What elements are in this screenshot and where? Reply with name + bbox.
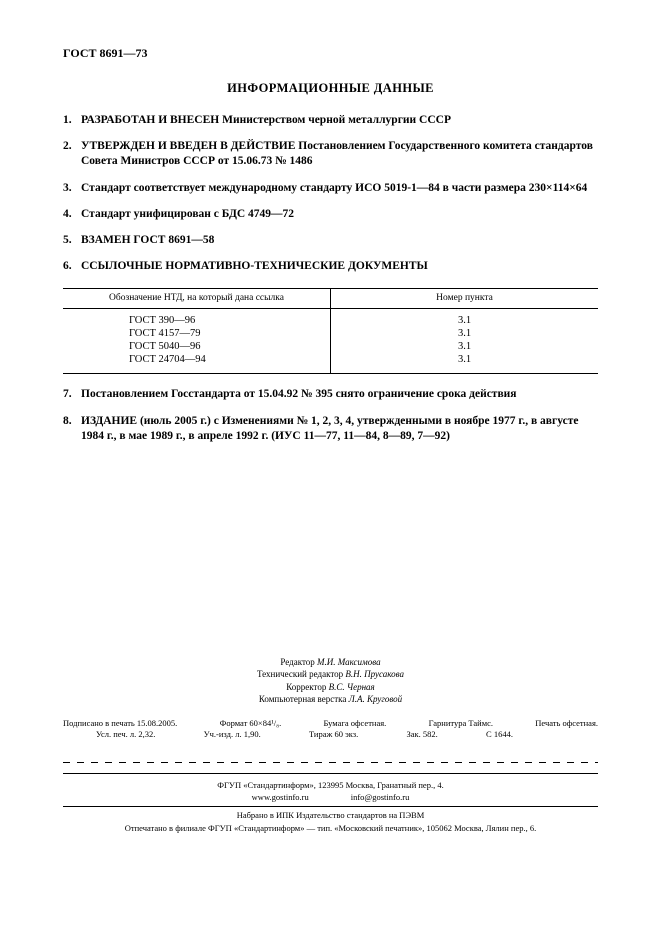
print-info-segment: Гарнитура Таймс.	[428, 717, 493, 728]
item-number: 8.	[63, 414, 72, 427]
item-text: Постановлением Госстандарта от 15.04.92 № 395 снято ограничение срока действия	[81, 388, 517, 401]
item-number: 1.	[63, 114, 72, 126]
print-info-segment: Бумага офсетная.	[323, 717, 387, 728]
item-number: 5.	[63, 233, 72, 246]
print-info-segment: Усл. печ. л. 2,32.	[96, 728, 156, 739]
list-item-6	[63, 259, 598, 274]
item-text: УТВЕРЖДЕН И ВВЕДЕН В ДЕЙСТВИЕ Постановлением Государственного комитета стандартов Совета Министров СССР от 15.06.73 № 1486	[81, 140, 593, 168]
list-item-7	[63, 387, 598, 402]
numbered-list	[63, 113, 598, 444]
staff-name: В.Н. Прусакова	[345, 669, 405, 680]
item-number: 4.	[63, 207, 72, 220]
doc-number: ГОСТ 8691—73	[63, 46, 148, 60]
staff-name: В.С. Черная	[328, 681, 375, 692]
publisher-email: info@gostinfo.ru	[350, 791, 410, 802]
print-info-segment: Формат 60×84¹/₈.	[219, 717, 282, 728]
list-item-4	[63, 207, 598, 222]
table-row	[63, 328, 598, 341]
cell-punkt: 3.1	[457, 340, 472, 352]
cell-punkt: 3.1	[457, 315, 472, 327]
item-text: ССЫЛОЧНЫЕ НОРМАТИВНО-ТЕХНИЧЕСКИЕ ДОКУМЕНТЫ	[81, 260, 428, 273]
item-text: ВЗАМЕН ГОСТ 8691—58	[81, 233, 215, 246]
list-item-2	[63, 139, 598, 169]
cell-ntd: ГОСТ 4157—79	[63, 328, 331, 341]
page-title: ИНФОРМАЦИОННЫЕ ДАННЫЕ	[227, 81, 434, 95]
print-info-segment: Печать офсетная.	[535, 717, 598, 728]
staff-line	[63, 668, 598, 680]
staff-line	[63, 681, 598, 693]
print-info-segment: С 1644.	[486, 728, 513, 739]
item-number: 6.	[63, 260, 72, 273]
cell-ntd: ГОСТ 390—96	[63, 309, 331, 328]
list-item-5	[63, 233, 598, 248]
item-number: 7.	[63, 388, 72, 401]
staff-role: Редактор	[280, 656, 315, 667]
list-item-8	[63, 414, 598, 444]
cell-ntd: ГОСТ 24704—94	[63, 354, 331, 374]
print-info-line-1	[63, 718, 598, 729]
table-header-ntd: Обозначение НТД, на который дана ссылка	[63, 289, 331, 309]
table-header-punkt: Номер пункта	[331, 289, 599, 309]
divider	[63, 806, 598, 807]
cell-ntd: ГОСТ 5040—96	[63, 341, 331, 354]
table-row	[63, 309, 598, 328]
list-item-1	[63, 113, 598, 128]
staff-role: Технический редактор	[256, 669, 344, 680]
staff-line	[63, 693, 598, 705]
table-header-row	[63, 289, 598, 309]
print-info-segment: Зак. 582.	[406, 728, 438, 739]
print-info-segment: Тираж 60 экз.	[308, 728, 359, 739]
print-info-line-2	[63, 729, 598, 740]
item-number: 2.	[63, 140, 72, 153]
print-info-segment: Подписано в печать 15.08.2005.	[63, 717, 178, 728]
table-row	[63, 354, 598, 374]
staff-line	[63, 656, 598, 668]
item-text: РАЗРАБОТАН И ВНЕСЕН Министерством черной металлургии СССР	[81, 114, 451, 126]
staff-name: М.И. Максимова	[317, 656, 381, 667]
publisher-printed-note: Отпечатано в филиале ФГУП «Стандартинформ» — тип. «Московский печатник», 105062 Москва, Лялин пер., 6.	[124, 822, 537, 833]
publisher-address: ФГУП «Стандартинформ», 123995 Москва, Гранатный пер., 4.	[217, 779, 444, 790]
cell-punkt: 3.1	[457, 328, 472, 339]
staff-name: Л.А. Круговой	[348, 694, 403, 705]
dashed-divider	[63, 762, 598, 763]
staff-role: Компьютерная верстка	[258, 694, 347, 705]
item-text: ИЗДАНИЕ (июль 2005 г.) с Изменениями № 1, 2, 3, 4, утвержденными в ноябре 1977 г., в августе 1984 г., в мае 1989 г., в апреле 1992 г. (ИУС 11—77, 11—84, 8—89, 7—92)	[81, 414, 579, 442]
publisher-contacts	[63, 791, 598, 803]
cell-punkt: 3.1	[457, 353, 472, 365]
publisher-typeset-note: Набрано в ИПК Издательство стандартов на ПЭВМ	[236, 810, 425, 821]
colophon	[63, 656, 598, 834]
print-info-segment: Уч.-изд. л. 1,90.	[203, 728, 261, 739]
publisher-block	[63, 779, 598, 834]
item-text: Стандарт соответствует международному стандарту ИСО 5019-1—84 в части размера 230×114×64	[81, 181, 588, 194]
divider	[63, 773, 598, 774]
references-table	[63, 288, 598, 374]
publisher-website: www.gostinfo.ru	[251, 791, 309, 802]
list-item-3	[63, 181, 598, 196]
staff-role: Корректор	[286, 681, 327, 692]
item-text: Стандарт унифицирован с БДС 4749—72	[81, 207, 295, 220]
item-number: 3.	[63, 181, 72, 194]
table-row	[63, 341, 598, 354]
